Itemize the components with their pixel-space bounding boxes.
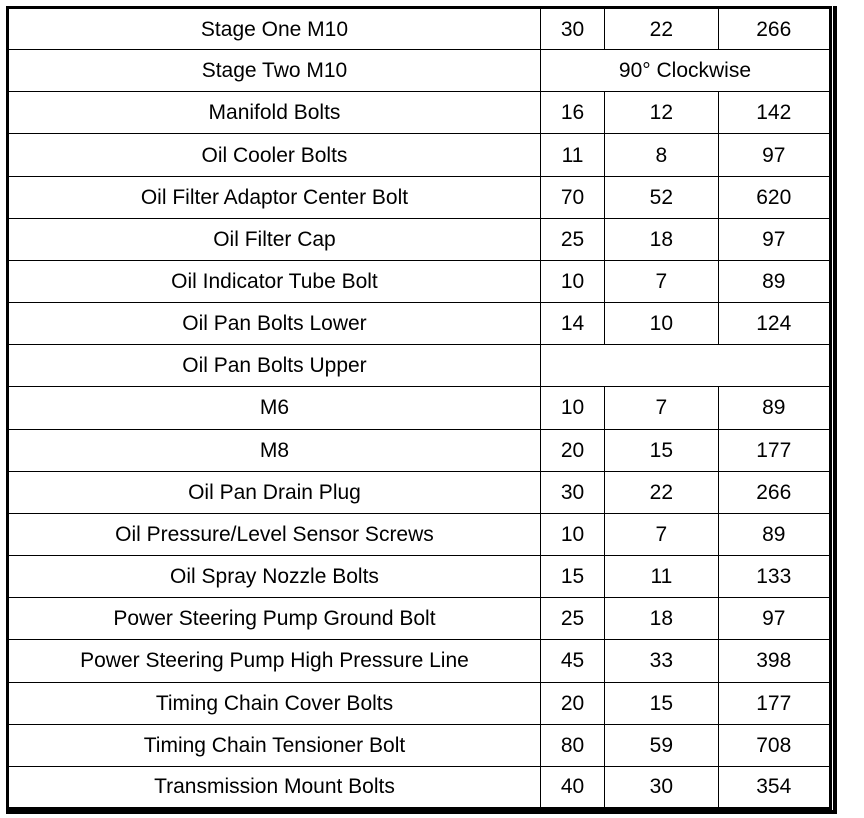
table-row (8, 724, 831, 766)
table-row (8, 260, 831, 302)
value-cell: 14 (540, 303, 604, 345)
table-body (8, 8, 831, 809)
value-cell: 97 (718, 134, 830, 176)
value-cell: 89 (718, 260, 830, 302)
row-name-cell: Timing Chain Cover Bolts (8, 682, 541, 724)
row-name-cell: Oil Indicator Tube Bolt (8, 260, 541, 302)
value-cell: 177 (718, 429, 830, 471)
value-cell: 620 (718, 176, 830, 218)
value-cell: 16 (540, 92, 604, 134)
value-cell: 7 (605, 387, 718, 429)
row-name-cell: Oil Spray Nozzle Bolts (8, 556, 541, 598)
value-cell: 30 (540, 471, 604, 513)
value-cell: 266 (718, 471, 830, 513)
empty-value-cell (540, 345, 830, 387)
table-row (8, 598, 831, 640)
value-cell: 398 (718, 640, 830, 682)
value-cell: 124 (718, 303, 830, 345)
value-cell: 11 (605, 556, 718, 598)
table-row (8, 640, 831, 682)
value-cell: 59 (605, 724, 718, 766)
value-cell: 20 (540, 682, 604, 724)
value-cell: 708 (718, 724, 830, 766)
value-cell: 354 (718, 766, 830, 808)
value-cell: 10 (540, 260, 604, 302)
table-row (8, 513, 831, 555)
value-cell: 52 (605, 176, 718, 218)
row-name-cell: Oil Filter Adaptor Center Bolt (8, 176, 541, 218)
value-cell: 18 (605, 598, 718, 640)
value-cell: 10 (540, 387, 604, 429)
row-name-cell: Oil Pan Bolts Lower (8, 303, 541, 345)
value-cell: 70 (540, 176, 604, 218)
value-cell: 25 (540, 598, 604, 640)
spec-note-cell: 90° Clockwise (540, 50, 830, 92)
table-row (8, 471, 831, 513)
value-cell: 15 (605, 429, 718, 471)
value-cell: 22 (605, 471, 718, 513)
value-cell: 89 (718, 513, 830, 555)
value-cell: 30 (605, 766, 718, 808)
value-cell: 7 (605, 513, 718, 555)
table-shadow-right (833, 6, 837, 810)
value-cell: 22 (605, 8, 718, 50)
row-name-cell: Timing Chain Tensioner Bolt (8, 724, 541, 766)
table-row (8, 387, 831, 429)
value-cell: 10 (540, 513, 604, 555)
row-name-cell: Oil Pressure/Level Sensor Screws (8, 513, 541, 555)
value-cell: 133 (718, 556, 830, 598)
table-row (8, 50, 831, 92)
table-row (8, 218, 831, 260)
table-row (8, 429, 831, 471)
value-cell: 266 (718, 8, 830, 50)
value-cell: 15 (540, 556, 604, 598)
value-cell: 89 (718, 387, 830, 429)
row-name-cell: Power Steering Pump High Pressure Line (8, 640, 541, 682)
value-cell: 177 (718, 682, 830, 724)
value-cell: 45 (540, 640, 604, 682)
table-row (8, 92, 831, 134)
row-name-cell: Manifold Bolts (8, 92, 541, 134)
value-cell: 10 (605, 303, 718, 345)
value-cell: 80 (540, 724, 604, 766)
value-cell: 11 (540, 134, 604, 176)
table-row (8, 8, 831, 50)
table-row (8, 682, 831, 724)
table-row (8, 766, 831, 808)
value-cell: 97 (718, 218, 830, 260)
row-name-cell: M8 (8, 429, 541, 471)
row-name-cell: Transmission Mount Bolts (8, 766, 541, 808)
row-name-cell: Oil Pan Drain Plug (8, 471, 541, 513)
value-cell: 15 (605, 682, 718, 724)
value-cell: 20 (540, 429, 604, 471)
row-name-cell: Power Steering Pump Ground Bolt (8, 598, 541, 640)
value-cell: 25 (540, 218, 604, 260)
table-row (8, 556, 831, 598)
table-shadow-bottom (6, 810, 837, 814)
value-cell: 97 (718, 598, 830, 640)
row-name-cell: Oil Pan Bolts Upper (8, 345, 541, 387)
row-name-cell: Oil Filter Cap (8, 218, 541, 260)
table-row (8, 303, 831, 345)
table-row (8, 176, 831, 218)
value-cell: 142 (718, 92, 830, 134)
row-name-cell: M6 (8, 387, 541, 429)
row-name-cell: Stage One M10 (8, 8, 541, 50)
value-cell: 8 (605, 134, 718, 176)
torque-spec-table (6, 6, 832, 810)
value-cell: 7 (605, 260, 718, 302)
table-row (8, 134, 831, 176)
value-cell: 12 (605, 92, 718, 134)
row-name-cell: Stage Two M10 (8, 50, 541, 92)
value-cell: 30 (540, 8, 604, 50)
value-cell: 18 (605, 218, 718, 260)
value-cell: 40 (540, 766, 604, 808)
row-name-cell: Oil Cooler Bolts (8, 134, 541, 176)
table-row (8, 345, 831, 387)
value-cell: 33 (605, 640, 718, 682)
